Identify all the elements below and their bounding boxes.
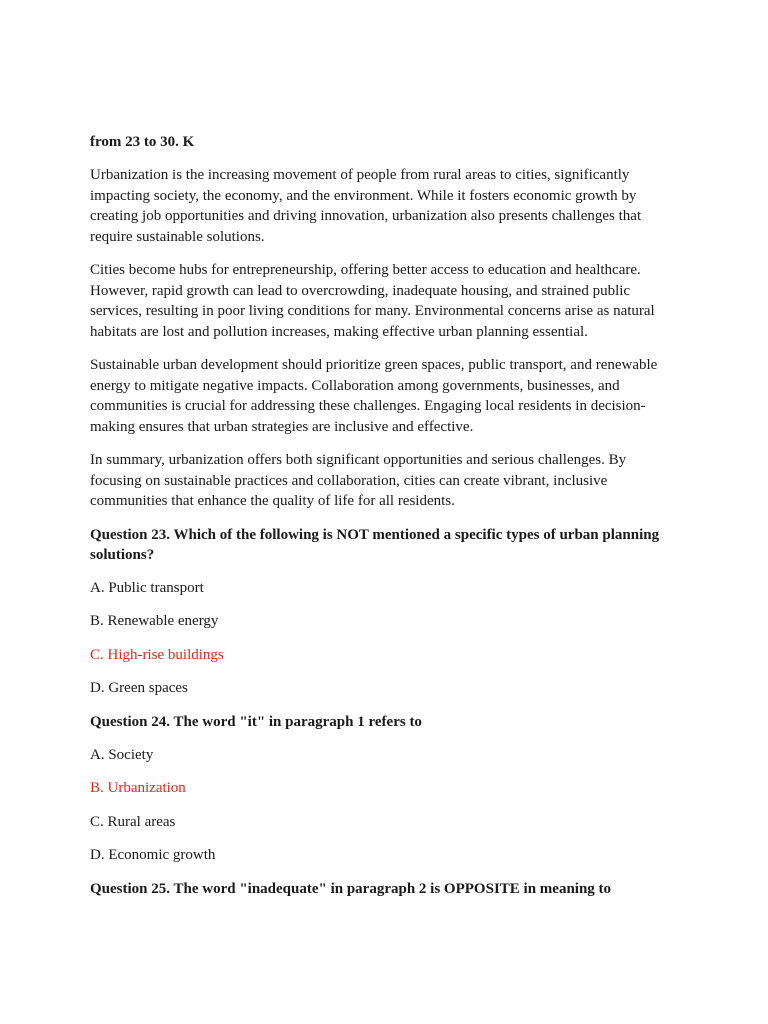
question-24-option-a: A. Society — [90, 746, 154, 763]
section-heading: from 23 to 30. K — [90, 134, 195, 150]
passage-paragraph-3: Sustainable urban development should prioritize green spaces, public transport, and renewable energy to mitigate negative impacts. Collaboration among governments, businesses, and communities is crucial for addressing these challenges. Engaging local residents in decision-making ensures that urban strategies are inclusive and effective. — [90, 357, 658, 435]
question-24-option-d: D. Economic growth — [90, 847, 216, 863]
question-24: Question 24. The word "it" in paragraph 1 refers to — [90, 713, 422, 730]
passage-paragraph-4: In summary, urbanization offers both significant opportunities and serious challenges. By focusing on sustainable practices and collaboration, cities can create vibrant, inclusive communities that enhance the quality of life for all residents. — [90, 452, 627, 509]
question-23-option-b: B. Renewable energy — [90, 613, 219, 629]
question-24-option-c: C. Rural areas — [90, 813, 176, 830]
question-23-option-d: D. Green spaces — [90, 680, 188, 696]
question-23-option-a: A. Public transport — [90, 579, 204, 596]
question-24-option-b-correct: B. Urbanization — [90, 780, 186, 796]
passage-paragraph-2: Cities become hubs for entrepreneurship, offering better access to education and healthcare. However, rapid growth can lead to overcrowding, inadequate housing, and strained public services, resulting in poor living conditions for many. Environmental concerns arise as natural habitats are lost and pollution increases, making effective urban planning essential. — [90, 262, 655, 340]
question-23: Question 23. Which of the following is NOT mentioned a specific types of urban planning solutions? — [90, 526, 660, 563]
question-23-option-c-correct: C. High-rise buildings — [90, 646, 224, 663]
passage-paragraph-1: Urbanization is the increasing movement of people from rural areas to cities, significantly impacting society, the economy, and the environment. While it fosters economic growth by creating job opportunities and driving innovation, urbanization also presents challenges that require sustainable solutions. — [90, 167, 642, 245]
question-25: Question 25. The word "inadequate" in paragraph 2 is OPPOSITE in meaning to — [90, 880, 612, 897]
document-page — [90, 132, 670, 912]
